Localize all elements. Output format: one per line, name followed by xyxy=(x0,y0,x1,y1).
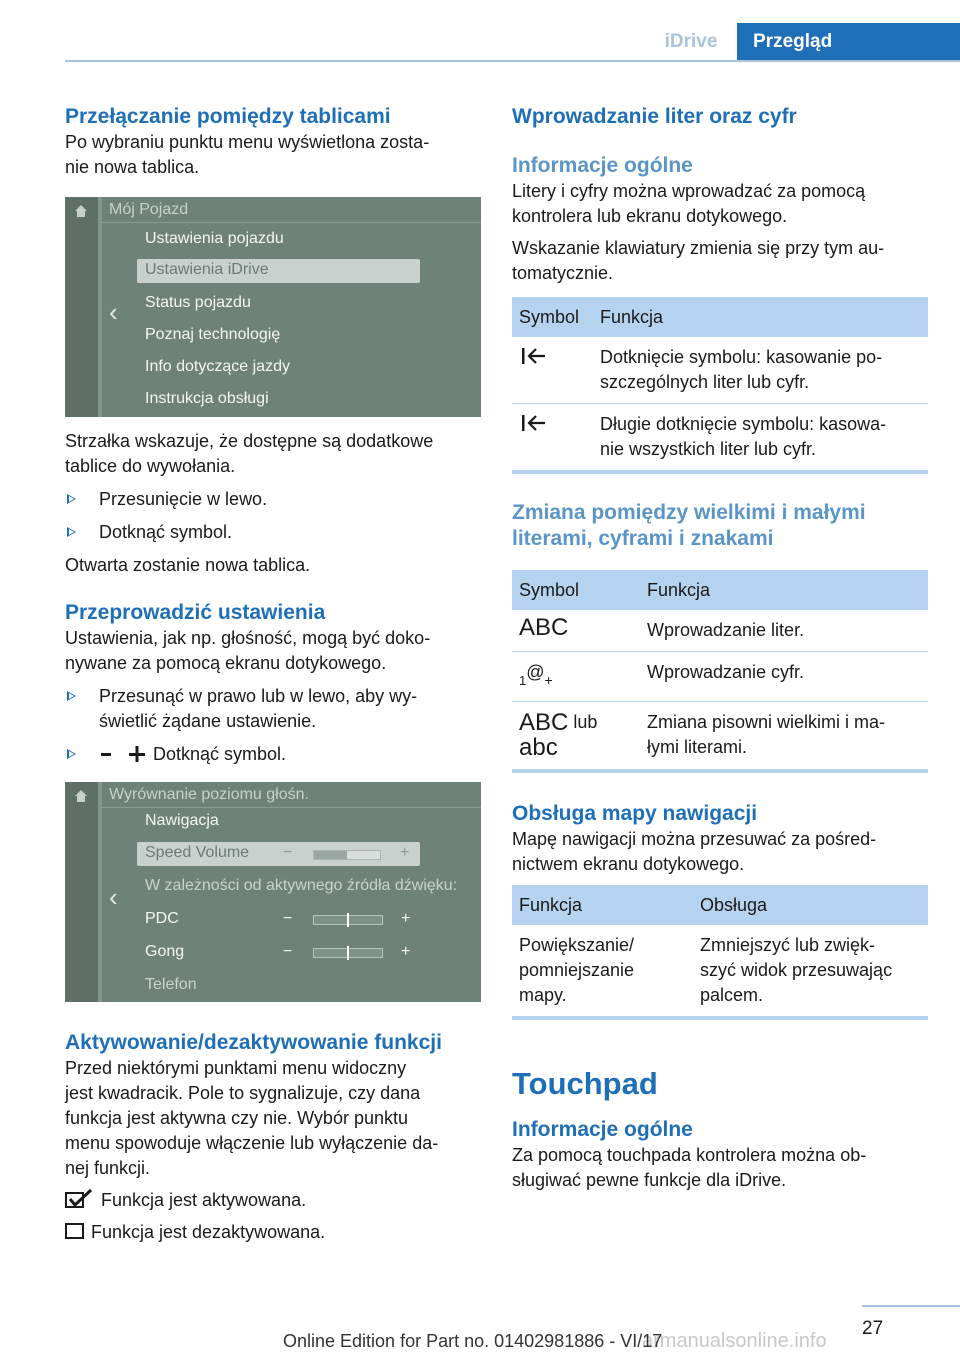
section-title-map: Obsługa mapy nawigacji xyxy=(512,802,758,825)
table-header: Symbol xyxy=(512,297,593,337)
menu-item-label: Ustawienia iDrive xyxy=(145,261,269,278)
bullet-item: Dotknąć symbol. xyxy=(65,520,481,545)
speed-volume-slider xyxy=(313,850,381,860)
table-cell: Dotknięcie symbolu: kasowanie po- szczególnych liter lub cyfr. xyxy=(593,337,928,404)
bullet-item: Przesunąć w prawo lub w lewo, aby wy- świetlić żądane ustawienie. xyxy=(65,684,481,734)
menu-item: W zależności od aktywnego źródła dźwięku: xyxy=(145,877,458,894)
backspace-icon xyxy=(512,404,593,473)
table-row: ABC lub abc Zmiana pisowni wielkimi i ma- łymi literami. xyxy=(512,702,928,772)
section-title-input: Wprowadzanie liter oraz cyfr xyxy=(512,105,797,128)
home-icon xyxy=(74,789,88,803)
paragraph: Przed niektórymi punktami menu widoczny jest kwadracik. Pole to sygnalizuje, czy dana funkcja jest aktywna czy nie. Wybór punktu menu spowoduje włączenie lub wyłączenie da- nej funkcji. xyxy=(65,1058,439,1178)
right-column xyxy=(512,100,928,1193)
subsection-title: Informacje ogólne xyxy=(512,154,693,177)
table-cell: Zmiana pisowni wielkimi i ma- łymi literami. xyxy=(640,702,928,772)
paragraph: Litery i cyfry można wprowadzać za pomocą kontrolera lub ekranu dotykowego. xyxy=(512,181,866,226)
numbers-symbols-icon: 1@+ xyxy=(512,652,640,702)
triangle-bullet-icon xyxy=(67,494,76,504)
screenshot-volume-settings: Wyrównanie poziomu głośn. ‹ Nawigacja Speed Volume − + W zależności od aktywnego źródła dźwięku: PDC − + Gong − + Telefon xyxy=(65,782,481,1002)
table-cell: Powiększanie/ pomniejszanie mapy. xyxy=(512,925,693,1018)
screen-title: Mój Pojazd xyxy=(109,201,189,218)
menu-item: Poznaj technologię xyxy=(145,326,281,343)
header-tab-przeglad[interactable]: Przegląd xyxy=(737,23,960,61)
minus-plus-icon xyxy=(99,746,149,762)
bullet-list xyxy=(65,684,481,767)
table-cell: Zmniejszyć lub zwięk- szyć widok przesuwając palcem. xyxy=(693,925,928,1018)
section-title-activate-deactivate: Aktywowanie/dezaktywowanie funkcji xyxy=(65,1031,442,1054)
paragraph: Otwarta zostanie nowa tablica. xyxy=(65,555,311,575)
menu-item: Telefon xyxy=(145,976,197,993)
footer-rule xyxy=(862,1305,960,1307)
section-title-case-switch: Zmiana pomiędzy wielkimi i małymi literami, cyframi i znakami xyxy=(512,501,866,550)
menu-item-selected: Speed Volume − + xyxy=(137,842,420,866)
table-cell: Wprowadzanie liter. xyxy=(640,610,928,652)
backspace-icon xyxy=(512,337,593,404)
screenshot-my-vehicle-menu xyxy=(65,197,481,417)
left-column xyxy=(65,100,481,1245)
edition-note: Online Edition for Part no. 01402981886 - VI/17 xyxy=(283,1331,663,1351)
table-row xyxy=(512,337,928,404)
map-table xyxy=(512,885,928,1020)
chevron-left-icon: ‹ xyxy=(109,882,118,912)
menu-item: Status pojazdu xyxy=(145,294,251,311)
table-row xyxy=(512,652,928,702)
bullet-item: Przesunięcie w lewo. xyxy=(65,487,481,512)
bullet-item: Dotknąć symbol. xyxy=(65,742,481,767)
watermark: armanualsonline.info xyxy=(642,1330,827,1352)
paragraph: Strzałka wskazuje, że dostępne są dodatkowe tablice do wywołania. xyxy=(65,431,434,476)
table-header: Symbol xyxy=(512,570,640,610)
empty-box-icon xyxy=(65,1222,85,1240)
pdc-slider xyxy=(313,915,383,925)
table-row xyxy=(512,610,928,652)
legend-inactive: Funkcja jest dezaktywowana. xyxy=(65,1220,481,1245)
triangle-bullet-icon xyxy=(67,527,76,537)
triangle-bullet-icon xyxy=(67,749,76,759)
page-number: 27 xyxy=(862,1318,884,1339)
menu-item: Instrukcja obsługi xyxy=(145,390,269,407)
paragraph: Ustawienia, jak np. głośność, mogą być doko- nywane za pomocą ekranu dotykowego. xyxy=(65,628,431,673)
menu-item: Info dotyczące jazdy xyxy=(145,358,290,375)
table-row xyxy=(512,925,928,1018)
table-header: Funkcja xyxy=(640,570,928,610)
abc-uppercase-icon: ABC xyxy=(519,709,569,736)
delete-symbol-table xyxy=(512,297,928,474)
case-symbol-table xyxy=(512,570,928,773)
paragraph: Wskazanie klawiatury zmienia się przy tym au- tomatycznie. xyxy=(512,238,885,283)
menu-item-selected xyxy=(137,259,420,283)
section-title-switch-boards: Przełączanie pomiędzy tablicami xyxy=(65,105,391,128)
table-cell: Wprowadzanie cyfr. xyxy=(640,652,928,702)
screen-title: Wyrównanie poziomu głośn. xyxy=(109,786,309,803)
paragraph: Mapę nawigacji można przesuwać za pośred- nictwem ekranu dotykowego. xyxy=(512,829,877,874)
bullet-list xyxy=(65,487,481,545)
home-icon xyxy=(74,204,88,218)
menu-item: Gong xyxy=(145,943,185,960)
paragraph: Za pomocą touchpada kontrolera można ob- sługiwać pewne funkcje dla iDrive. xyxy=(512,1145,867,1190)
menu-item-label: Speed Volume xyxy=(145,844,250,861)
menu-item: Ustawienia pojazdu xyxy=(145,230,284,247)
table-header: Funkcja xyxy=(593,297,928,337)
checked-box-icon xyxy=(65,1189,95,1209)
table-cell: Długie dotknięcie symbolu: kasowa- nie wszystkich liter lub cyfr. xyxy=(593,404,928,473)
chevron-left-icon: ‹ xyxy=(109,297,118,327)
section-title-settings: Przeprowadzić ustawienia xyxy=(65,601,326,624)
paragraph: Po wybraniu punktu menu wyświetlona zosta- nie nowa tablica. xyxy=(65,132,430,177)
abc-lowercase-icon: abc xyxy=(519,734,558,761)
subsection-title: Informacje ogólne xyxy=(512,1118,693,1141)
table-header: Obsługa xyxy=(693,885,928,925)
triangle-bullet-icon xyxy=(67,691,76,701)
table-header: Funkcja xyxy=(512,885,693,925)
menu-item: Nawigacja xyxy=(145,812,219,829)
chapter-title-touchpad: Touchpad xyxy=(512,1066,658,1101)
gong-slider xyxy=(313,948,383,958)
abc-uppercase-icon: ABC xyxy=(519,614,569,641)
header-rule xyxy=(65,60,960,62)
menu-item: PDC xyxy=(145,910,179,927)
table-row xyxy=(512,404,928,473)
legend-active: Funkcja jest aktywowana. xyxy=(65,1188,481,1213)
header-tab-idrive[interactable]: iDrive xyxy=(664,31,718,52)
